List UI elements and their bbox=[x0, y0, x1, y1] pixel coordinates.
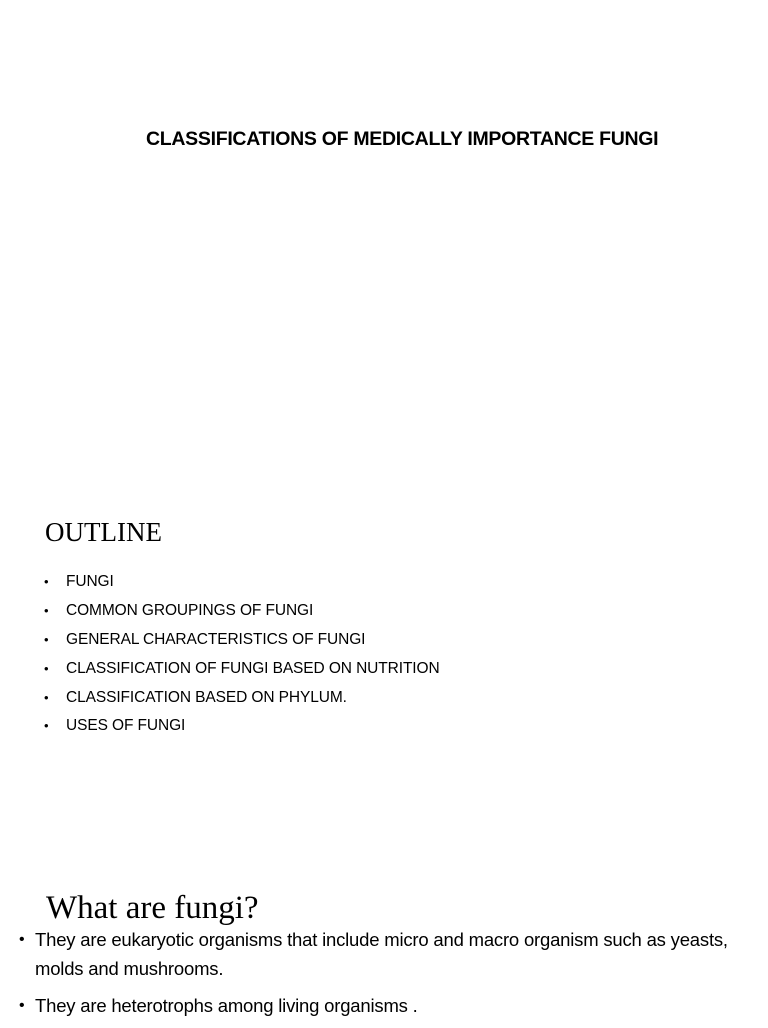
outline-item-text: USES OF FUNGI bbox=[66, 717, 186, 735]
fungi-heading: What are fungi? bbox=[46, 890, 259, 926]
slide-title: CLASSIFICATIONS OF MEDICALLY IMPORTANCE FUNGI bbox=[146, 128, 659, 150]
fungi-bullet-item bbox=[0, 925, 768, 983]
outline-item-text: FUNGI bbox=[66, 573, 114, 590]
fungi-bullet-text: They are eukaryotic organisms that include micro and macro organism such as yeasts, molds and mushrooms. bbox=[35, 929, 728, 979]
outline-item-text: GENERAL CHARACTERISTICS OF FUNGI bbox=[66, 630, 366, 648]
outline-item bbox=[0, 655, 440, 684]
bullet-icon: • bbox=[44, 660, 49, 676]
outline-item bbox=[0, 568, 440, 597]
outline-item bbox=[0, 626, 440, 655]
outline-item bbox=[0, 712, 440, 741]
fungi-bullet-list bbox=[0, 925, 768, 1028]
fungi-bullet-item bbox=[0, 991, 768, 1020]
outline-heading: OUTLINE bbox=[45, 517, 162, 547]
bullet-icon: • bbox=[44, 602, 49, 618]
bullet-icon: • bbox=[44, 574, 49, 589]
outline-list bbox=[0, 568, 440, 741]
outline-item bbox=[0, 597, 440, 626]
outline-item-text: CLASSIFICATION BASED ON PHYLUM. bbox=[66, 688, 347, 706]
outline-item bbox=[0, 684, 440, 713]
bullet-icon: • bbox=[44, 631, 49, 647]
outline-item-text: COMMON GROUPINGS OF FUNGI bbox=[66, 601, 314, 619]
bullet-icon: • bbox=[44, 718, 49, 734]
bullet-icon: • bbox=[44, 689, 49, 705]
outline-item-text: CLASSIFICATION OF FUNGI BASED ON NUTRITION bbox=[66, 659, 440, 677]
fungi-bullet-text: They are heterotrophs among living organisms . bbox=[35, 995, 418, 1016]
bullet-icon: • bbox=[19, 997, 25, 1014]
bullet-icon: • bbox=[19, 931, 25, 948]
